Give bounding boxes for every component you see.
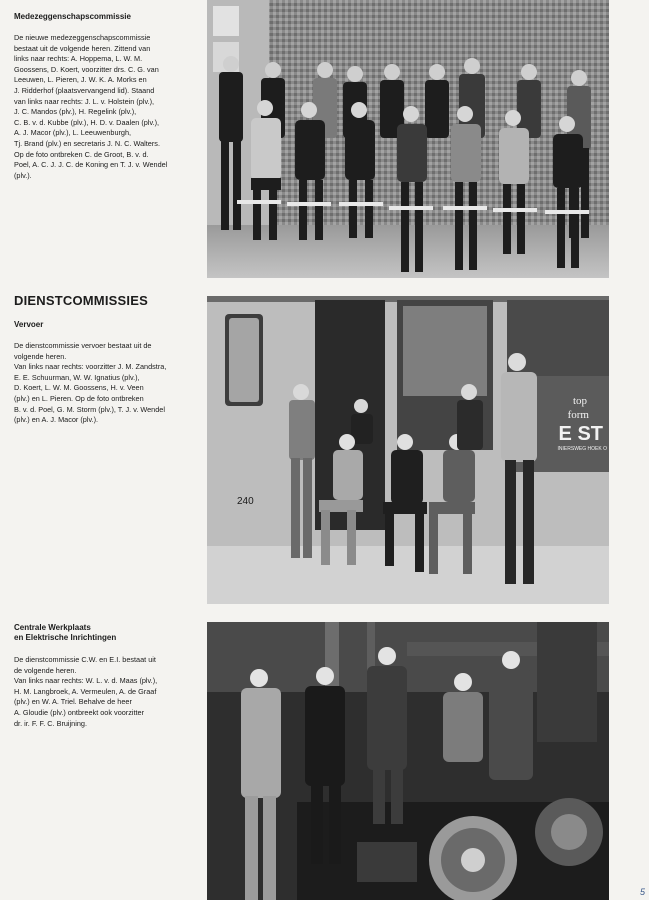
workshop-caption: De dienstcommissie C.W. en E.I. bestaat uit de volgende heren. Van links naar rechts: W. L. v. d. Maas (plv.), H. M. Langbroek, A. Vermeulen, A. de Graaf (plv.) en W. A. Triel. Behalve de heer A. Gloudie (plv.) ontbreekt ook voorzitter dr. ir. F. F. C. Bruijning. bbox=[14, 655, 158, 728]
section-workshop-text bbox=[14, 623, 196, 729]
section-transport-text bbox=[14, 320, 196, 426]
workshop-group-photo bbox=[207, 622, 609, 900]
committee-caption: De nieuwe medezeggenschapscommissie bestaat uit de volgende heren. Zittend van links naar rechts: A. Hoppema, L. W. M. Goossens, D. Koert, voorzitter drs. C. G. van Leeuwen, L. Pieren, J. W. K. A. Morks en J. Ridderhof (plaatsvervangend lid). Staand van links naar rechts: J. L. v. Holstein (plv.), J. C. Mandos (plv.), H. Regelink (plv.), C. B. v. d. Kubbe (plv.), H. D. v. Daalen (plv.), A. J. Macor (plv.), L. Leeuwenburgh, Tj. Brand (plv.) en secretaris J. N. C. Walters. Op de foto ontbreken C. de Groot, B. v. d. Poel, A. C. J. J. C. de Koning en T. J. v. Wendel (plv.). bbox=[14, 33, 168, 180]
main-heading: DIENSTCOMMISSIES bbox=[14, 293, 148, 308]
sign-top: top bbox=[572, 395, 587, 407]
sign-small: INIERSWEG HOEK O bbox=[557, 446, 607, 452]
workshop-photo-art bbox=[207, 622, 609, 900]
transport-heading: Vervoer bbox=[14, 320, 44, 329]
workshop-heading: Centrale Werkplaats en Elektrische Inrichtingen bbox=[14, 623, 117, 642]
sign-form: form bbox=[567, 409, 589, 421]
section-committee-text bbox=[14, 12, 196, 181]
sign-big: E ST bbox=[558, 423, 603, 445]
transport-group-photo bbox=[207, 296, 609, 604]
page-number: 5 bbox=[639, 887, 645, 897]
transport-photo-art bbox=[207, 296, 609, 604]
committee-photo-art bbox=[207, 0, 609, 278]
committee-heading: Medezeggenschapscommissie bbox=[14, 12, 131, 21]
tram-number: 240 bbox=[237, 496, 254, 507]
transport-caption: De dienstcommissie vervoer bestaat uit de volgende heren. Van links naar rechts: voorzitter J. M. Zandstra, E. E. Schuurman, W. W. Ignatius (plv.), D. Koert, L. W. M. Goossens, H. v. Veen (plv.) en L. Pieren. Op de foto ontbreken B. v. d. Poel, G. M. Storm (plv.), T. J. v. Wendel (plv.) en A. J. Macor (plv.). bbox=[14, 341, 167, 425]
committee-group-photo bbox=[207, 0, 609, 278]
